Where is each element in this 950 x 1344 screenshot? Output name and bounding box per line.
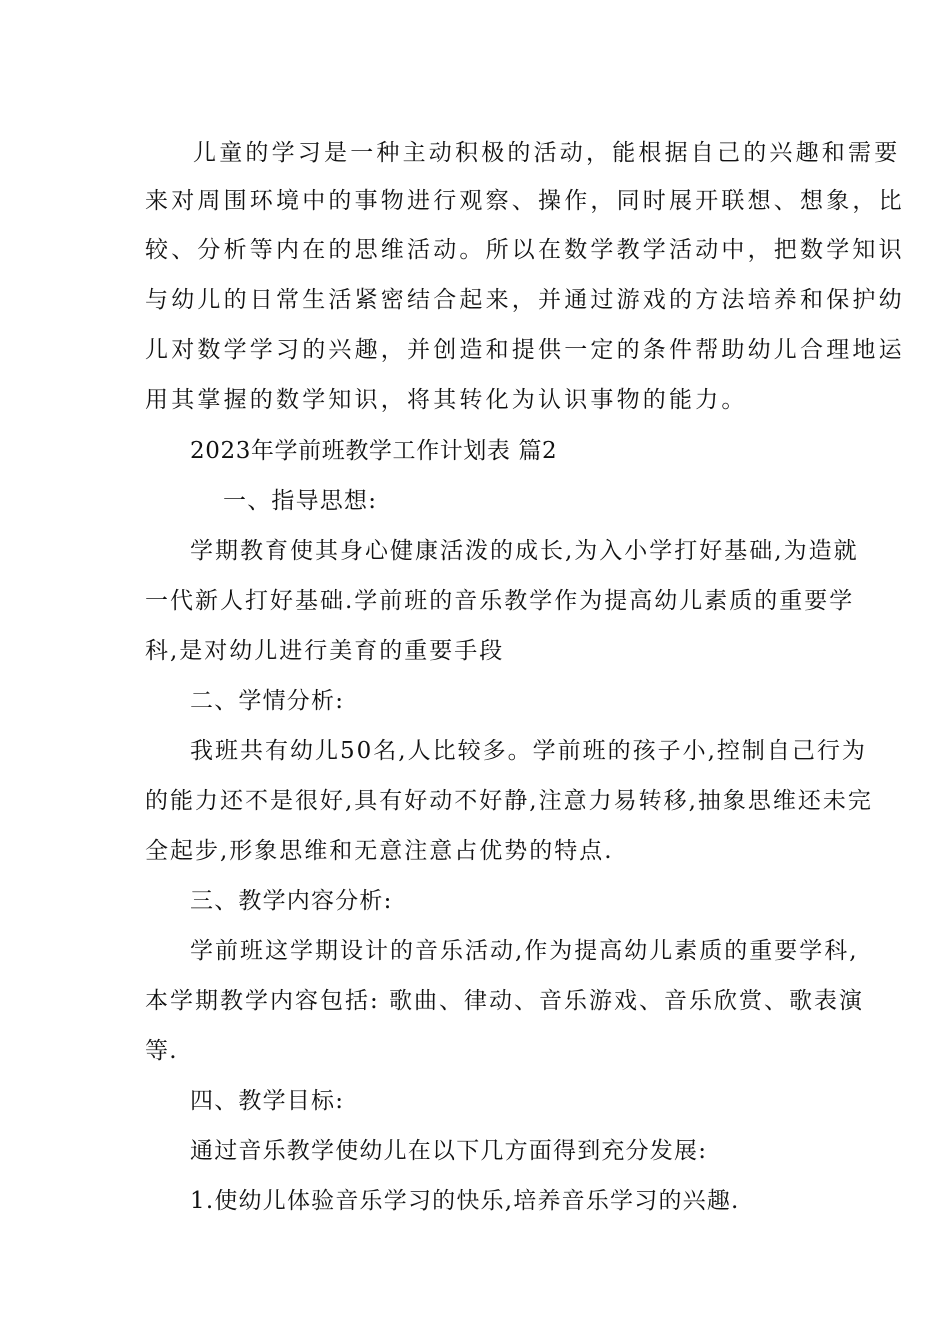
paragraph-4-line-1: 学前班这学期设计的音乐活动,作为提高幼儿素质的重要学科, (190, 938, 859, 964)
paragraph-3-line-1: 我班共有幼儿50名,人比较多。学前班的孩子小,控制自己行为 (190, 738, 867, 764)
paragraph-2-line-3: 科,是对幼儿进行美育的重要手段 (145, 638, 505, 664)
heading-student-analysis: 二、学情分析: (190, 688, 345, 714)
paragraph-3-line-3: 全起步,形象思维和无意注意占优势的特点. (145, 838, 614, 864)
heading-teaching-goals: 四、教学目标: (190, 1088, 345, 1114)
paragraph-1-line-1: 儿童的学习是一种主动积极的活动，能根据自己的兴趣和需要 (193, 140, 901, 166)
paragraph-1-line-6: 用其掌握的数学知识，将其转化为认识事物的能力。 (145, 387, 748, 413)
paragraph-5-line-1: 通过音乐教学使幼儿在以下几方面得到充分发展: (190, 1138, 708, 1164)
heading-guiding-thought: 一、指导思想: (223, 488, 378, 514)
paragraph-1-line-2: 来对周围环境中的事物进行观察、操作，同时展开联想、想象，比 (145, 188, 905, 214)
paragraph-1-line-4: 与幼儿的日常生活紧密结合起来，并通过游戏的方法培养和保护幼 (145, 287, 905, 313)
paragraph-4-line-3: 等. (145, 1038, 178, 1064)
list-item-1: 1.使幼儿体验音乐学习的快乐,培养音乐学习的兴趣. (190, 1188, 740, 1214)
paragraph-1-line-5: 儿对数学学习的兴趣，并创造和提供一定的条件帮助幼儿合理地运 (145, 337, 905, 363)
heading-content-analysis: 三、教学内容分析: (190, 888, 393, 914)
section-heading: 2023年学前班教学工作计划表 篇2 (190, 438, 558, 464)
paragraph-2-line-2: 一代新人打好基础.学前班的音乐教学作为提高幼儿素质的重要学 (145, 588, 855, 614)
paragraph-1-line-3: 较、分析等内在的思维活动。所以在数学教学活动中，把数学知识 (145, 237, 905, 263)
paragraph-3-line-2: 的能力还不是很好,具有好动不好静,注意力易转移,抽象思维还未完 (145, 788, 873, 814)
paragraph-4-line-2: 本学期教学内容包括: 歌曲、律动、音乐游戏、音乐欣赏、歌表演 (145, 988, 865, 1014)
paragraph-2-line-1: 学期教育使其身心健康活泼的成长,为入小学打好基础,为造就 (190, 538, 859, 564)
